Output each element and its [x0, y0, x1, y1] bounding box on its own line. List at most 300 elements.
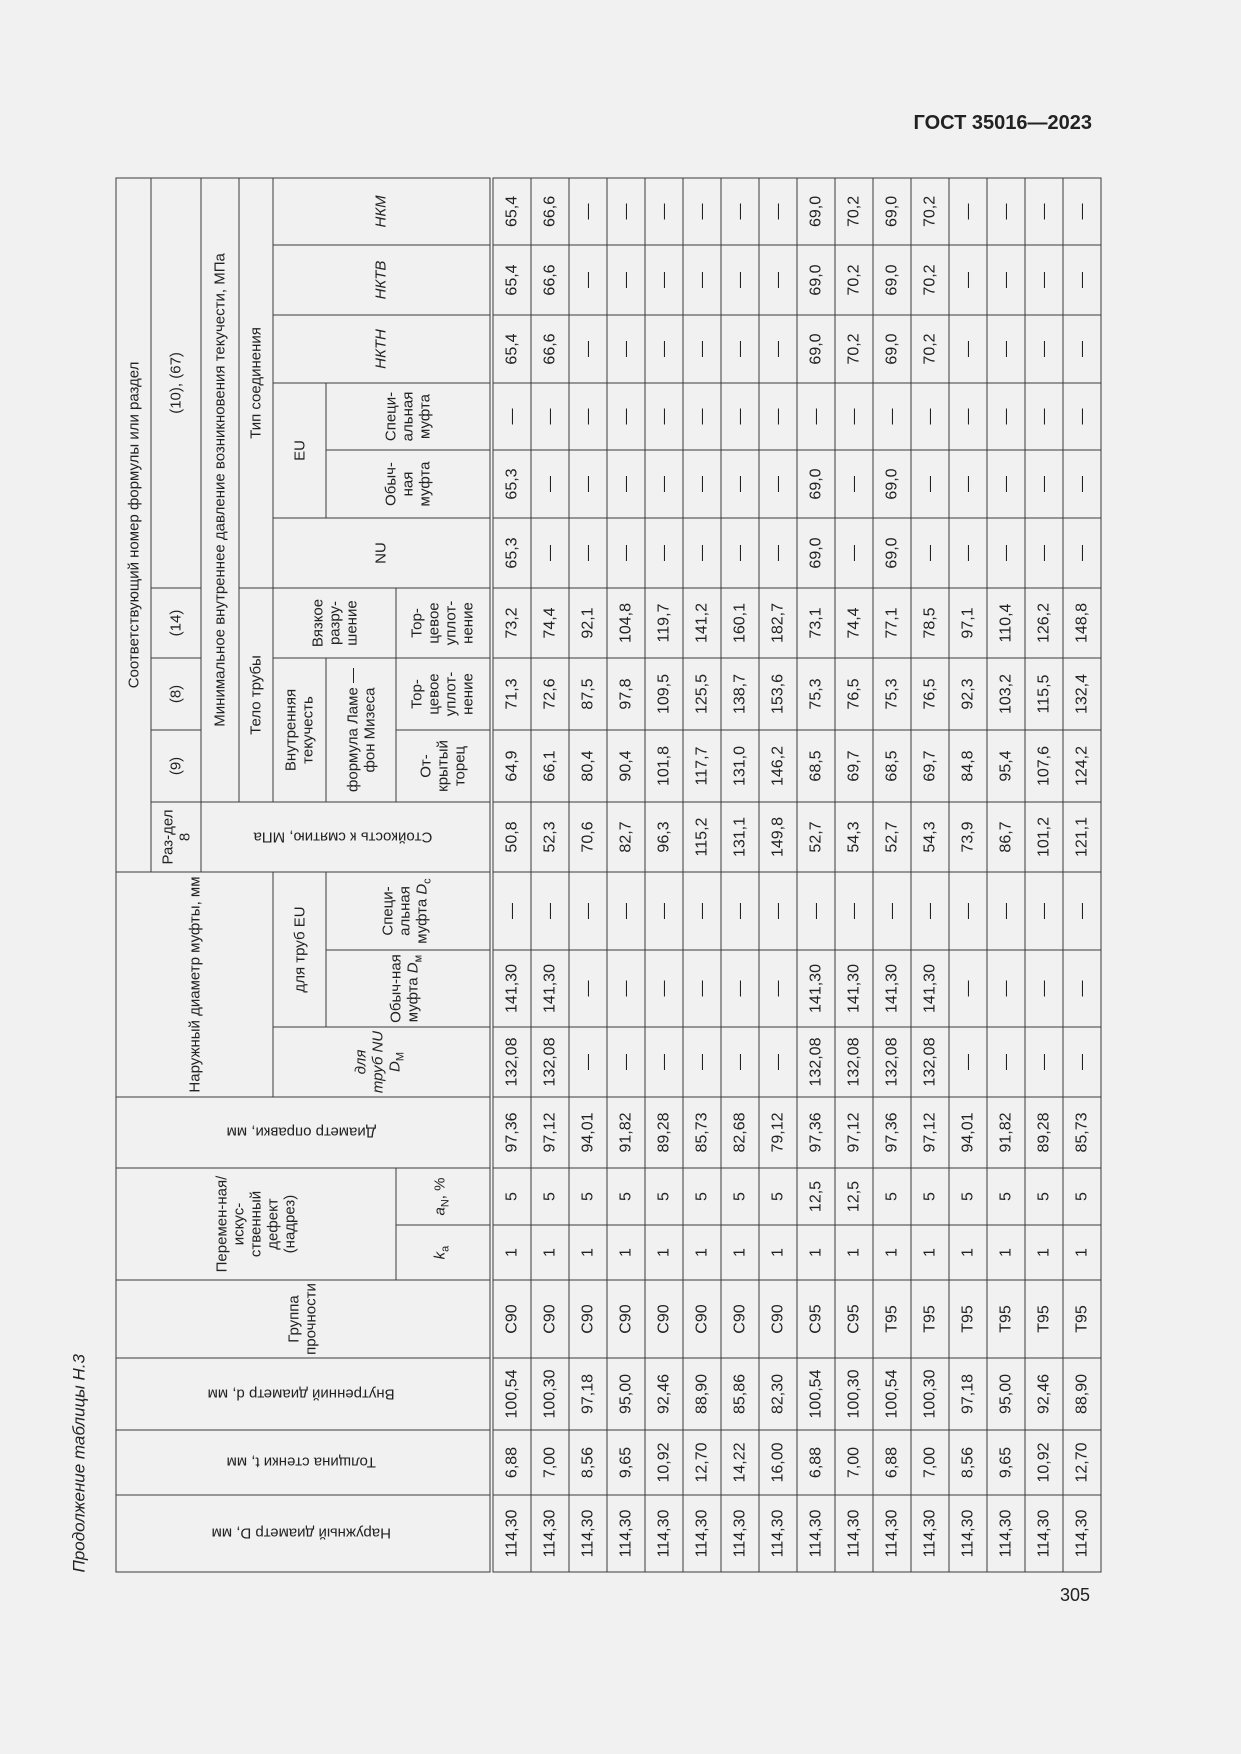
table-cell: 114,30: [682, 1495, 720, 1572]
table-cell: 5: [644, 1168, 682, 1225]
table-cell: 5: [491, 1168, 531, 1225]
table-cell: —: [1062, 177, 1100, 244]
table-cell: —: [644, 177, 682, 244]
table-cell: 14,22: [720, 1430, 758, 1495]
header-special-coupling: Специ-альная муфта $D_c$: [326, 872, 491, 950]
table-cell: —: [644, 950, 682, 1027]
table-cell: —: [682, 245, 720, 315]
table-cell: C90: [644, 1280, 682, 1358]
table-cell: 65,4: [491, 245, 531, 315]
table-cell: 71,3: [491, 658, 531, 730]
table-cell: 84,8: [948, 730, 986, 802]
header-collapse: Стойкость к смятию, МПа: [201, 802, 491, 872]
table-cell: 69,0: [872, 450, 910, 518]
table-cell: 119,7: [644, 588, 682, 658]
table-cell: 86,7: [986, 802, 1024, 872]
table-cell: —: [720, 872, 758, 950]
table-cell: 76,5: [910, 658, 948, 730]
table-cell: —: [948, 872, 986, 950]
table-cell: 132,08: [796, 1027, 834, 1097]
table-cell: 69,7: [910, 730, 948, 802]
table-cell: 1: [644, 1225, 682, 1280]
table-cell: 5: [720, 1168, 758, 1225]
table-cell: 5: [758, 1168, 796, 1225]
table-cell: —: [644, 872, 682, 950]
table-cell: —: [1062, 872, 1100, 950]
table-row: [796, 177, 834, 1571]
table-cell: 141,30: [872, 950, 910, 1027]
table-cell: 80,4: [568, 730, 606, 802]
rotated-table-container: [69, 178, 1092, 1572]
table-cell: —: [796, 872, 834, 950]
table-cell: 110,4: [986, 588, 1024, 658]
header-eu: EU: [273, 383, 326, 518]
header-f9: (9): [151, 730, 201, 802]
table-cell: —: [910, 450, 948, 518]
table-cell: 7,00: [834, 1430, 872, 1495]
table-cell: 73,2: [491, 588, 531, 658]
table-cell: 68,5: [796, 730, 834, 802]
table-cell: —: [606, 518, 644, 588]
table-row: [872, 177, 910, 1571]
table-cell: 97,12: [834, 1097, 872, 1168]
table-cell: —: [758, 315, 796, 383]
table-cell: —: [986, 872, 1024, 950]
table-cell: 16,00: [758, 1430, 796, 1495]
table-cell: 1: [910, 1225, 948, 1280]
table-cell: 69,0: [796, 177, 834, 244]
table-cell: —: [568, 1027, 606, 1097]
table-cell: —: [644, 518, 682, 588]
header-f10-67: (10), (67): [151, 177, 201, 587]
table-cell: C95: [834, 1280, 872, 1358]
table-cell: 65,3: [491, 518, 531, 588]
table-cell: 107,6: [1024, 730, 1062, 802]
table-cell: 69,0: [796, 450, 834, 518]
header-end-seal-8: Тор-цевое уплот-нение: [396, 658, 491, 730]
header-min-pressure: Минимальное внутреннее давление возникновения текучести, МПа: [201, 177, 239, 801]
table-cell: —: [948, 450, 986, 518]
table-cell: 69,0: [872, 315, 910, 383]
table-cell: —: [1062, 383, 1100, 450]
table-cell: —: [682, 950, 720, 1027]
table-cell: 141,2: [682, 588, 720, 658]
table-cell: 92,1: [568, 588, 606, 658]
table-cell: 1: [986, 1225, 1024, 1280]
header-inner-diameter: Внутренний диаметр d, мм: [116, 1358, 491, 1430]
table-cell: —: [834, 518, 872, 588]
table-cell: 74,4: [834, 588, 872, 658]
table-cell: 100,30: [910, 1358, 948, 1430]
table-cell: 100,54: [491, 1358, 531, 1430]
table-cell: —: [1024, 177, 1062, 244]
table-cell: 153,6: [758, 658, 796, 730]
table-cell: 92,46: [1024, 1358, 1062, 1430]
header-conn-type: Тип соединения: [239, 177, 273, 587]
table-cell: 6,88: [796, 1430, 834, 1495]
table-cell: 132,08: [491, 1027, 531, 1097]
table-cell: 69,0: [796, 518, 834, 588]
table-cell: 76,5: [834, 658, 872, 730]
table-cell: 66,6: [530, 315, 568, 383]
table-cell: 114,30: [948, 1495, 986, 1572]
header-internal-yield: Внутренняя текучесть: [273, 658, 326, 802]
page-number: 305: [1060, 1585, 1091, 1605]
header-pipe-body: Тело трубы: [239, 588, 273, 802]
table-cell: 114,30: [644, 1495, 682, 1572]
table-cell: 95,4: [986, 730, 1024, 802]
table-cell: —: [682, 383, 720, 450]
table-cell: 92,3: [948, 658, 986, 730]
table-cell: 94,01: [948, 1097, 986, 1168]
table-cell: 12,5: [796, 1168, 834, 1225]
table-cell: C90: [758, 1280, 796, 1358]
table-cell: 97,1: [948, 588, 986, 658]
header-outer-diameter: Наружный диаметр D, мм: [116, 1495, 491, 1572]
table-cell: —: [834, 450, 872, 518]
table-row: [682, 177, 720, 1571]
table-cell: —: [644, 450, 682, 518]
table-cell: —: [568, 872, 606, 950]
table-cell: 114,30: [758, 1495, 796, 1572]
table-cell: —: [1024, 950, 1062, 1027]
header-nktn: НКТН: [273, 315, 491, 383]
table-cell: C90: [682, 1280, 720, 1358]
table-cell: —: [834, 872, 872, 950]
table-cell: 74,4: [530, 588, 568, 658]
table-cell: —: [720, 450, 758, 518]
table-cell: 85,73: [1062, 1097, 1100, 1168]
table-cell: 114,30: [796, 1495, 834, 1572]
table-cell: T95: [986, 1280, 1024, 1358]
table-cell: 69,0: [872, 177, 910, 244]
table-cell: 8,56: [568, 1430, 606, 1495]
table-cell: —: [682, 450, 720, 518]
table-cell: 64,9: [491, 730, 531, 802]
table-cell: 146,2: [758, 730, 796, 802]
table-cell: —: [530, 872, 568, 950]
table-cell: 12,70: [682, 1430, 720, 1495]
document-code: ГОСТ 35016—2023: [913, 112, 1092, 134]
table-cell: 65,4: [491, 177, 531, 244]
table-cell: 114,30: [491, 1495, 531, 1572]
table-cell: —: [948, 1027, 986, 1097]
table-cell: 97,18: [948, 1358, 986, 1430]
table-cell: 70,2: [910, 177, 948, 244]
table-cell: 114,30: [834, 1495, 872, 1572]
table-cell: 141,30: [491, 950, 531, 1027]
table-cell: —: [986, 177, 1024, 244]
table-cell: 1: [796, 1225, 834, 1280]
table-cell: 69,0: [796, 245, 834, 315]
table-cell: 5: [682, 1168, 720, 1225]
table-cell: 97,12: [530, 1097, 568, 1168]
header-f14: (14): [151, 588, 201, 658]
table-cell: 65,4: [491, 315, 531, 383]
table-cell: 126,2: [1024, 588, 1062, 658]
table-cell: 141,30: [530, 950, 568, 1027]
table-cell: —: [682, 518, 720, 588]
table-cell: 141,30: [834, 950, 872, 1027]
table-cell: 85,86: [720, 1358, 758, 1430]
table-cell: 114,30: [720, 1495, 758, 1572]
table-cell: 94,01: [568, 1097, 606, 1168]
table-cell: 52,3: [530, 802, 568, 872]
table-cell: —: [758, 177, 796, 244]
table-cell: —: [530, 450, 568, 518]
table-cell: 72,6: [530, 658, 568, 730]
table-cell: 89,28: [1024, 1097, 1062, 1168]
table-cell: 95,00: [606, 1358, 644, 1430]
header-open-end: От-крытый торец: [396, 730, 491, 802]
table-cell: —: [872, 383, 910, 450]
table-cell: 7,00: [910, 1430, 948, 1495]
table-cell: T95: [910, 1280, 948, 1358]
table-cell: —: [948, 518, 986, 588]
table-cell: 91,82: [986, 1097, 1024, 1168]
table-cell: —: [986, 950, 1024, 1027]
table-cell: —: [1062, 1027, 1100, 1097]
table-cell: —: [910, 383, 948, 450]
table-cell: C90: [491, 1280, 531, 1358]
table-cell: 50,8: [491, 802, 531, 872]
table-cell: 12,70: [1062, 1430, 1100, 1495]
table-cell: —: [986, 518, 1024, 588]
table-cell: 131,1: [720, 802, 758, 872]
header-ka: $k_a$: [396, 1225, 491, 1280]
table-cell: T95: [1062, 1280, 1100, 1358]
table-cell: 70,6: [568, 802, 606, 872]
table-cell: 1: [491, 1225, 531, 1280]
table-cell: 10,92: [644, 1430, 682, 1495]
table-cell: —: [1062, 950, 1100, 1027]
table-cell: 79,12: [758, 1097, 796, 1168]
table-cell: —: [682, 315, 720, 383]
table-cell: 160,1: [720, 588, 758, 658]
header-eu-pipes: для труб EU: [273, 872, 326, 1027]
header-section8: Раз-дел 8: [151, 802, 201, 872]
table-cell: —: [1024, 518, 1062, 588]
table-cell: —: [720, 177, 758, 244]
table-cell: 1: [834, 1225, 872, 1280]
table-cell: —: [1024, 872, 1062, 950]
table-caption: Продолжение таблицы Н.3: [69, 1353, 88, 1572]
table-cell: —: [720, 950, 758, 1027]
table-cell: —: [568, 518, 606, 588]
table-cell: —: [491, 383, 531, 450]
table-cell: 1: [1024, 1225, 1062, 1280]
header-nktv: НКТВ: [273, 245, 491, 315]
header-lame: формула Ламе — фон Мизеса: [326, 658, 396, 802]
table-cell: 70,2: [834, 177, 872, 244]
table-cell: —: [986, 450, 1024, 518]
table-cell: 182,7: [758, 588, 796, 658]
table-cell: —: [606, 177, 644, 244]
table-cell: 109,5: [644, 658, 682, 730]
table-cell: 95,00: [986, 1358, 1024, 1430]
table-cell: —: [644, 245, 682, 315]
table-cell: 100,30: [834, 1358, 872, 1430]
table-cell: —: [644, 1027, 682, 1097]
table-cell: —: [986, 245, 1024, 315]
table-cell: —: [1024, 1027, 1062, 1097]
table-cell: 97,12: [910, 1097, 948, 1168]
table-cell: —: [644, 315, 682, 383]
table-cell: 82,30: [758, 1358, 796, 1430]
table-cell: 70,2: [910, 245, 948, 315]
table-cell: 104,8: [606, 588, 644, 658]
table-cell: 114,30: [606, 1495, 644, 1572]
table-cell: 149,8: [758, 802, 796, 872]
table-cell: —: [758, 872, 796, 950]
table-cell: T95: [1024, 1280, 1062, 1358]
table-cell: C90: [568, 1280, 606, 1358]
table-row: [948, 177, 986, 1571]
table-cell: 54,3: [834, 802, 872, 872]
table-cell: 5: [986, 1168, 1024, 1225]
table-cell: —: [1024, 245, 1062, 315]
table-cell: 5: [1024, 1168, 1062, 1225]
table-cell: 65,3: [491, 450, 531, 518]
header-formula-ref: Соответствующий номер формулы или раздел: [116, 177, 151, 871]
table-cell: 73,9: [948, 802, 986, 872]
table-cell: 5: [910, 1168, 948, 1225]
table-cell: 91,82: [606, 1097, 644, 1168]
table-cell: —: [606, 950, 644, 1027]
header-nkm: НКМ: [273, 177, 491, 244]
table-cell: —: [606, 450, 644, 518]
table-cell: 124,2: [1062, 730, 1100, 802]
table-cell: —: [1062, 245, 1100, 315]
table-cell: —: [606, 872, 644, 950]
table-cell: —: [720, 518, 758, 588]
header-f8: (8): [151, 658, 201, 730]
table-cell: —: [758, 383, 796, 450]
table-cell: C90: [606, 1280, 644, 1358]
header-ductile: Вязкое разру-шение: [273, 588, 396, 658]
table-cell: —: [568, 383, 606, 450]
table-cell: 97,36: [796, 1097, 834, 1168]
header-mandrel: Диаметр оправки, мм: [116, 1097, 491, 1168]
table-cell: —: [948, 383, 986, 450]
table-cell: 52,7: [796, 802, 834, 872]
table-cell: 101,2: [1024, 802, 1062, 872]
table-cell: 52,7: [872, 802, 910, 872]
table-cell: —: [986, 315, 1024, 383]
table-cell: —: [1024, 315, 1062, 383]
table-cell: —: [910, 518, 948, 588]
table-cell: 132,08: [530, 1027, 568, 1097]
table-cell: —: [644, 383, 682, 450]
table-cell: —: [720, 245, 758, 315]
table-cell: 132,08: [910, 1027, 948, 1097]
table-cell: 100,30: [530, 1358, 568, 1430]
table-cell: 5: [568, 1168, 606, 1225]
table-cell: —: [986, 1027, 1024, 1097]
table-cell: 69,0: [796, 315, 834, 383]
table-cell: 114,30: [530, 1495, 568, 1572]
table-cell: —: [568, 950, 606, 1027]
table-cell: 96,3: [644, 802, 682, 872]
header-strength-group: Группа прочности: [116, 1280, 491, 1358]
table-cell: 114,30: [986, 1495, 1024, 1572]
table-cell: 54,3: [910, 802, 948, 872]
table-cell: —: [568, 177, 606, 244]
table-cell: 101,8: [644, 730, 682, 802]
table-cell: 66,6: [530, 245, 568, 315]
table-cell: 73,1: [796, 588, 834, 658]
header-nu: NU: [273, 518, 491, 588]
header-eu-regular: Обыч-ная муфта: [326, 450, 491, 518]
table-cell: 88,90: [1062, 1358, 1100, 1430]
table-cell: —: [758, 1027, 796, 1097]
table-row: [758, 177, 796, 1571]
table-cell: 1: [682, 1225, 720, 1280]
table-row: [834, 177, 872, 1571]
table-cell: 5: [606, 1168, 644, 1225]
table-cell: —: [1062, 315, 1100, 383]
header-defect: Перемен-ная/искус-ственный дефект (надрез): [116, 1168, 396, 1280]
table-cell: —: [720, 383, 758, 450]
table-row: [910, 177, 948, 1571]
header-wall-thickness: Толщина стенки t, мм: [116, 1430, 491, 1495]
table-cell: 114,30: [910, 1495, 948, 1572]
table-cell: 70,2: [834, 315, 872, 383]
table-cell: 100,54: [796, 1358, 834, 1430]
table-cell: —: [568, 245, 606, 315]
table-cell: —: [530, 518, 568, 588]
table-cell: 115,5: [1024, 658, 1062, 730]
table-cell: 141,30: [910, 950, 948, 1027]
table-cell: —: [910, 872, 948, 950]
table-cell: C95: [796, 1280, 834, 1358]
table-cell: —: [758, 518, 796, 588]
table-cell: 97,8: [606, 658, 644, 730]
table-cell: —: [948, 177, 986, 244]
header-eu-special: Специ-альная муфта: [326, 383, 491, 450]
table-cell: T95: [948, 1280, 986, 1358]
table-cell: 114,30: [568, 1495, 606, 1572]
table-cell: 5: [530, 1168, 568, 1225]
table-cell: 132,4: [1062, 658, 1100, 730]
table-cell: —: [986, 383, 1024, 450]
table-cell: 89,28: [644, 1097, 682, 1168]
table-cell: 68,5: [872, 730, 910, 802]
table-cell: 66,1: [530, 730, 568, 802]
table-cell: —: [682, 872, 720, 950]
table-cell: —: [606, 1027, 644, 1097]
table-cell: 115,2: [682, 802, 720, 872]
table-cell: —: [720, 1027, 758, 1097]
table-cell: C90: [720, 1280, 758, 1358]
table-row: [606, 177, 644, 1571]
table-cell: —: [530, 383, 568, 450]
table-cell: 1: [606, 1225, 644, 1280]
table-cell: 1: [1062, 1225, 1100, 1280]
table-cell: 6,88: [872, 1430, 910, 1495]
table-cell: 97,36: [491, 1097, 531, 1168]
table-cell: 148,8: [1062, 588, 1100, 658]
table-cell: 125,5: [682, 658, 720, 730]
data-table: [115, 177, 1101, 1572]
table-cell: 92,46: [644, 1358, 682, 1430]
table-cell: 70,2: [910, 315, 948, 383]
table-cell: 97,36: [872, 1097, 910, 1168]
table-cell: 1: [948, 1225, 986, 1280]
header-regular-coupling: Обыч-ная муфта $D_м$: [326, 950, 491, 1027]
table-cell: 1: [758, 1225, 796, 1280]
table-cell: 114,30: [1024, 1495, 1062, 1572]
